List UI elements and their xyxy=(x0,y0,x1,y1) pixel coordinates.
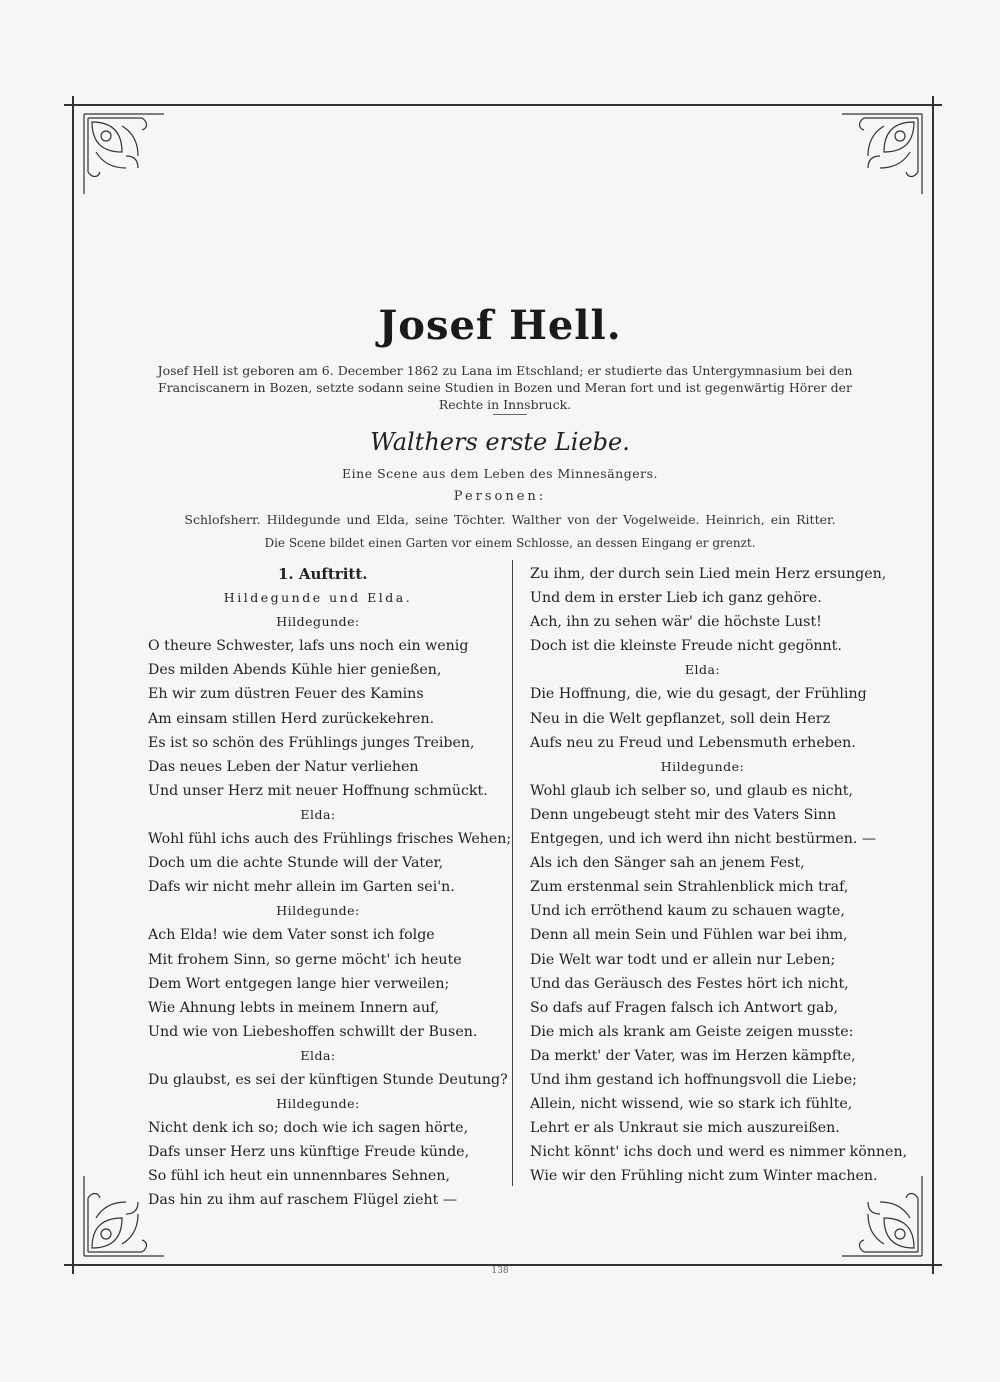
speaker-name: Hildegunde: xyxy=(276,1096,360,1112)
left-text-column xyxy=(148,562,512,1213)
verse-line: Du glaubst, es sei der künftigen Stunde Deutung? xyxy=(148,1071,508,1088)
verse-line: Denn ungebeugt steht mir des Vaters Sinn xyxy=(530,806,837,823)
verse-line: Das hin zu ihm auf raschem Flügel zieht — xyxy=(148,1192,458,1209)
verse-line: Eh wir zum düstren Feuer des Kamins xyxy=(148,686,424,703)
verse-line: Und ich erröthend kaum zu schauen wagte, xyxy=(530,903,845,920)
speaker-name: Hildegunde: xyxy=(660,758,745,774)
verse-line: Dafs unser Herz uns künftige Freude künde, xyxy=(148,1144,470,1161)
speaker-name: Hildegunde: xyxy=(276,903,360,919)
speaker-name: Elda: xyxy=(300,1047,336,1063)
play-subtitle: Eine Scene aus dem Leben des Minnesängers. xyxy=(342,466,658,481)
verse-line: Da merkt' der Vater, was im Herzen kämpfte, xyxy=(530,1047,856,1064)
right-text-column xyxy=(530,562,908,1188)
verse-line: So dafs auf Fragen falsch ich Antwort gab, xyxy=(530,999,839,1016)
verse-line: O theure Schwester, lafs uns noch ein wenig xyxy=(148,638,469,655)
verse-line: Wohl glaub ich selber so, und glaub es nicht, xyxy=(530,782,853,799)
frame-left-line xyxy=(72,96,74,1274)
verse-line: Aufs neu zu Freud und Lebensmuth erheben. xyxy=(530,734,856,751)
verse-line: Mit frohem Sinn, so gerne möcht' ich heute xyxy=(148,951,462,968)
verse-line: Die Hoffnung, die, wie du gesagt, der Frühling xyxy=(530,686,867,703)
verse-line: Die mich als krank am Geiste zeigen musste: xyxy=(530,1023,854,1040)
verse-line: Ach Elda! wie dem Vater sonst ich folge xyxy=(148,927,435,944)
verse-line: Und ihm gestand ich hoffnungsvoll die Liebe; xyxy=(530,1071,857,1088)
verse-line: Und unser Herz mit neuer Hoffnung schmückt. xyxy=(148,782,488,799)
verse-line: Allein, nicht wissend, wie so stark ich fühlte, xyxy=(530,1096,853,1113)
speaker-name: Hildegunde: xyxy=(276,614,360,630)
verse-line: Und wie von Liebeshoffen schwillt der Busen. xyxy=(148,1023,478,1040)
verse-line: Es ist so schön des Frühlings junges Treiben, xyxy=(148,734,475,751)
verse-line: Entgegen, und ich werd ihn nicht bestürmen. — xyxy=(530,831,877,848)
page-title: Josef Hell. xyxy=(378,302,622,349)
verse-line: Doch ist die kleinste Freude nicht gegönnt. xyxy=(530,638,842,655)
scene-description: Die Scene bildet einen Garten vor einem Schlosse, an dessen Eingang er grenzt. xyxy=(264,536,756,550)
personen-heading: Personen: xyxy=(453,489,547,504)
verse-line: Und dem in erster Lieb ich ganz gehöre. xyxy=(530,590,822,607)
author-biography: Josef Hell ist geboren am 6. December 1862 zu Lana im Etschland; er studierte das Untergymnasium bei den Franciscanern in Bozen, setzte sodann seine Studien in Bozen und Meran fort und ist gegenwärtig Hörer der Rechte in Innsbruck. xyxy=(157,363,853,412)
verse-line: Als ich den Sänger sah an jenem Fest, xyxy=(530,855,805,872)
verse-line: Zu ihm, der durch sein Lied mein Herz ersungen, xyxy=(530,566,887,582)
verse-line: Ach, ihn zu sehen wär' die höchste Lust! xyxy=(530,614,822,631)
frame-right-line xyxy=(932,96,934,1274)
verse-line: Dafs wir nicht mehr allein im Garten sei'n. xyxy=(148,879,455,896)
corner-ornament-icon xyxy=(82,112,166,196)
verse-line: Neu in die Welt gepflanzet, soll dein Herz xyxy=(530,710,831,727)
verse-line: Lehrt er als Unkraut sie mich auszureißen. xyxy=(530,1120,840,1137)
column-divider xyxy=(512,560,513,1186)
play-title: Walthers erste Liebe. xyxy=(370,428,630,456)
verse-line: Wohl fühl ichs auch des Frühlings frisches Wehen; xyxy=(148,831,512,848)
verse-line: So fühl ich heut ein unnennbares Sehnen, xyxy=(148,1168,450,1185)
verse-line: Nicht könnt' ichs doch und werd es nimmer können, xyxy=(530,1144,908,1161)
verse-line: Denn all mein Sein und Fühlen war bei ihm, xyxy=(530,927,848,944)
scene-heading: 1. Auftritt. xyxy=(278,565,368,583)
speaker-name: Elda: xyxy=(684,662,721,678)
verse-line: Doch um die achte Stunde will der Vater, xyxy=(148,855,444,872)
verse-line: Und das Geräusch des Festes hört ich nicht, xyxy=(530,975,849,992)
verse-line: Des milden Abends Kühle hier genießen, xyxy=(148,662,442,679)
verse-line: Wie Ahnung lebts in meinem Innern auf, xyxy=(148,999,440,1016)
characters-on-stage: Hildegunde und Elda. xyxy=(223,590,413,606)
verse-line: Das neues Leben der Natur verliehen xyxy=(148,758,419,775)
section-divider xyxy=(493,414,527,415)
verse-line: Wie wir den Frühling nicht zum Winter machen. xyxy=(530,1168,878,1185)
speaker-name: Elda: xyxy=(300,806,336,822)
verse-line: Nicht denk ich so; doch wie ich sagen hörte, xyxy=(148,1120,469,1137)
verse-line: Zum erstenmal sein Strahlenblick mich traf, xyxy=(530,879,849,896)
frame-top-line xyxy=(64,104,942,106)
verse-line: Die Welt war todt und er allein nur Leben; xyxy=(530,951,836,968)
page-number: 138 xyxy=(491,1266,509,1276)
corner-ornament-icon xyxy=(840,112,924,196)
verse-line: Am einsam stillen Herd zurückekehren. xyxy=(148,710,435,727)
personen-list: Schlofsherr. Hildegunde und Elda, seine Töchter. Walther von der Vogelweide. Heinrich, ein Ritter. xyxy=(184,512,836,527)
verse-line: Dem Wort entgegen lange hier verweilen; xyxy=(148,975,450,992)
